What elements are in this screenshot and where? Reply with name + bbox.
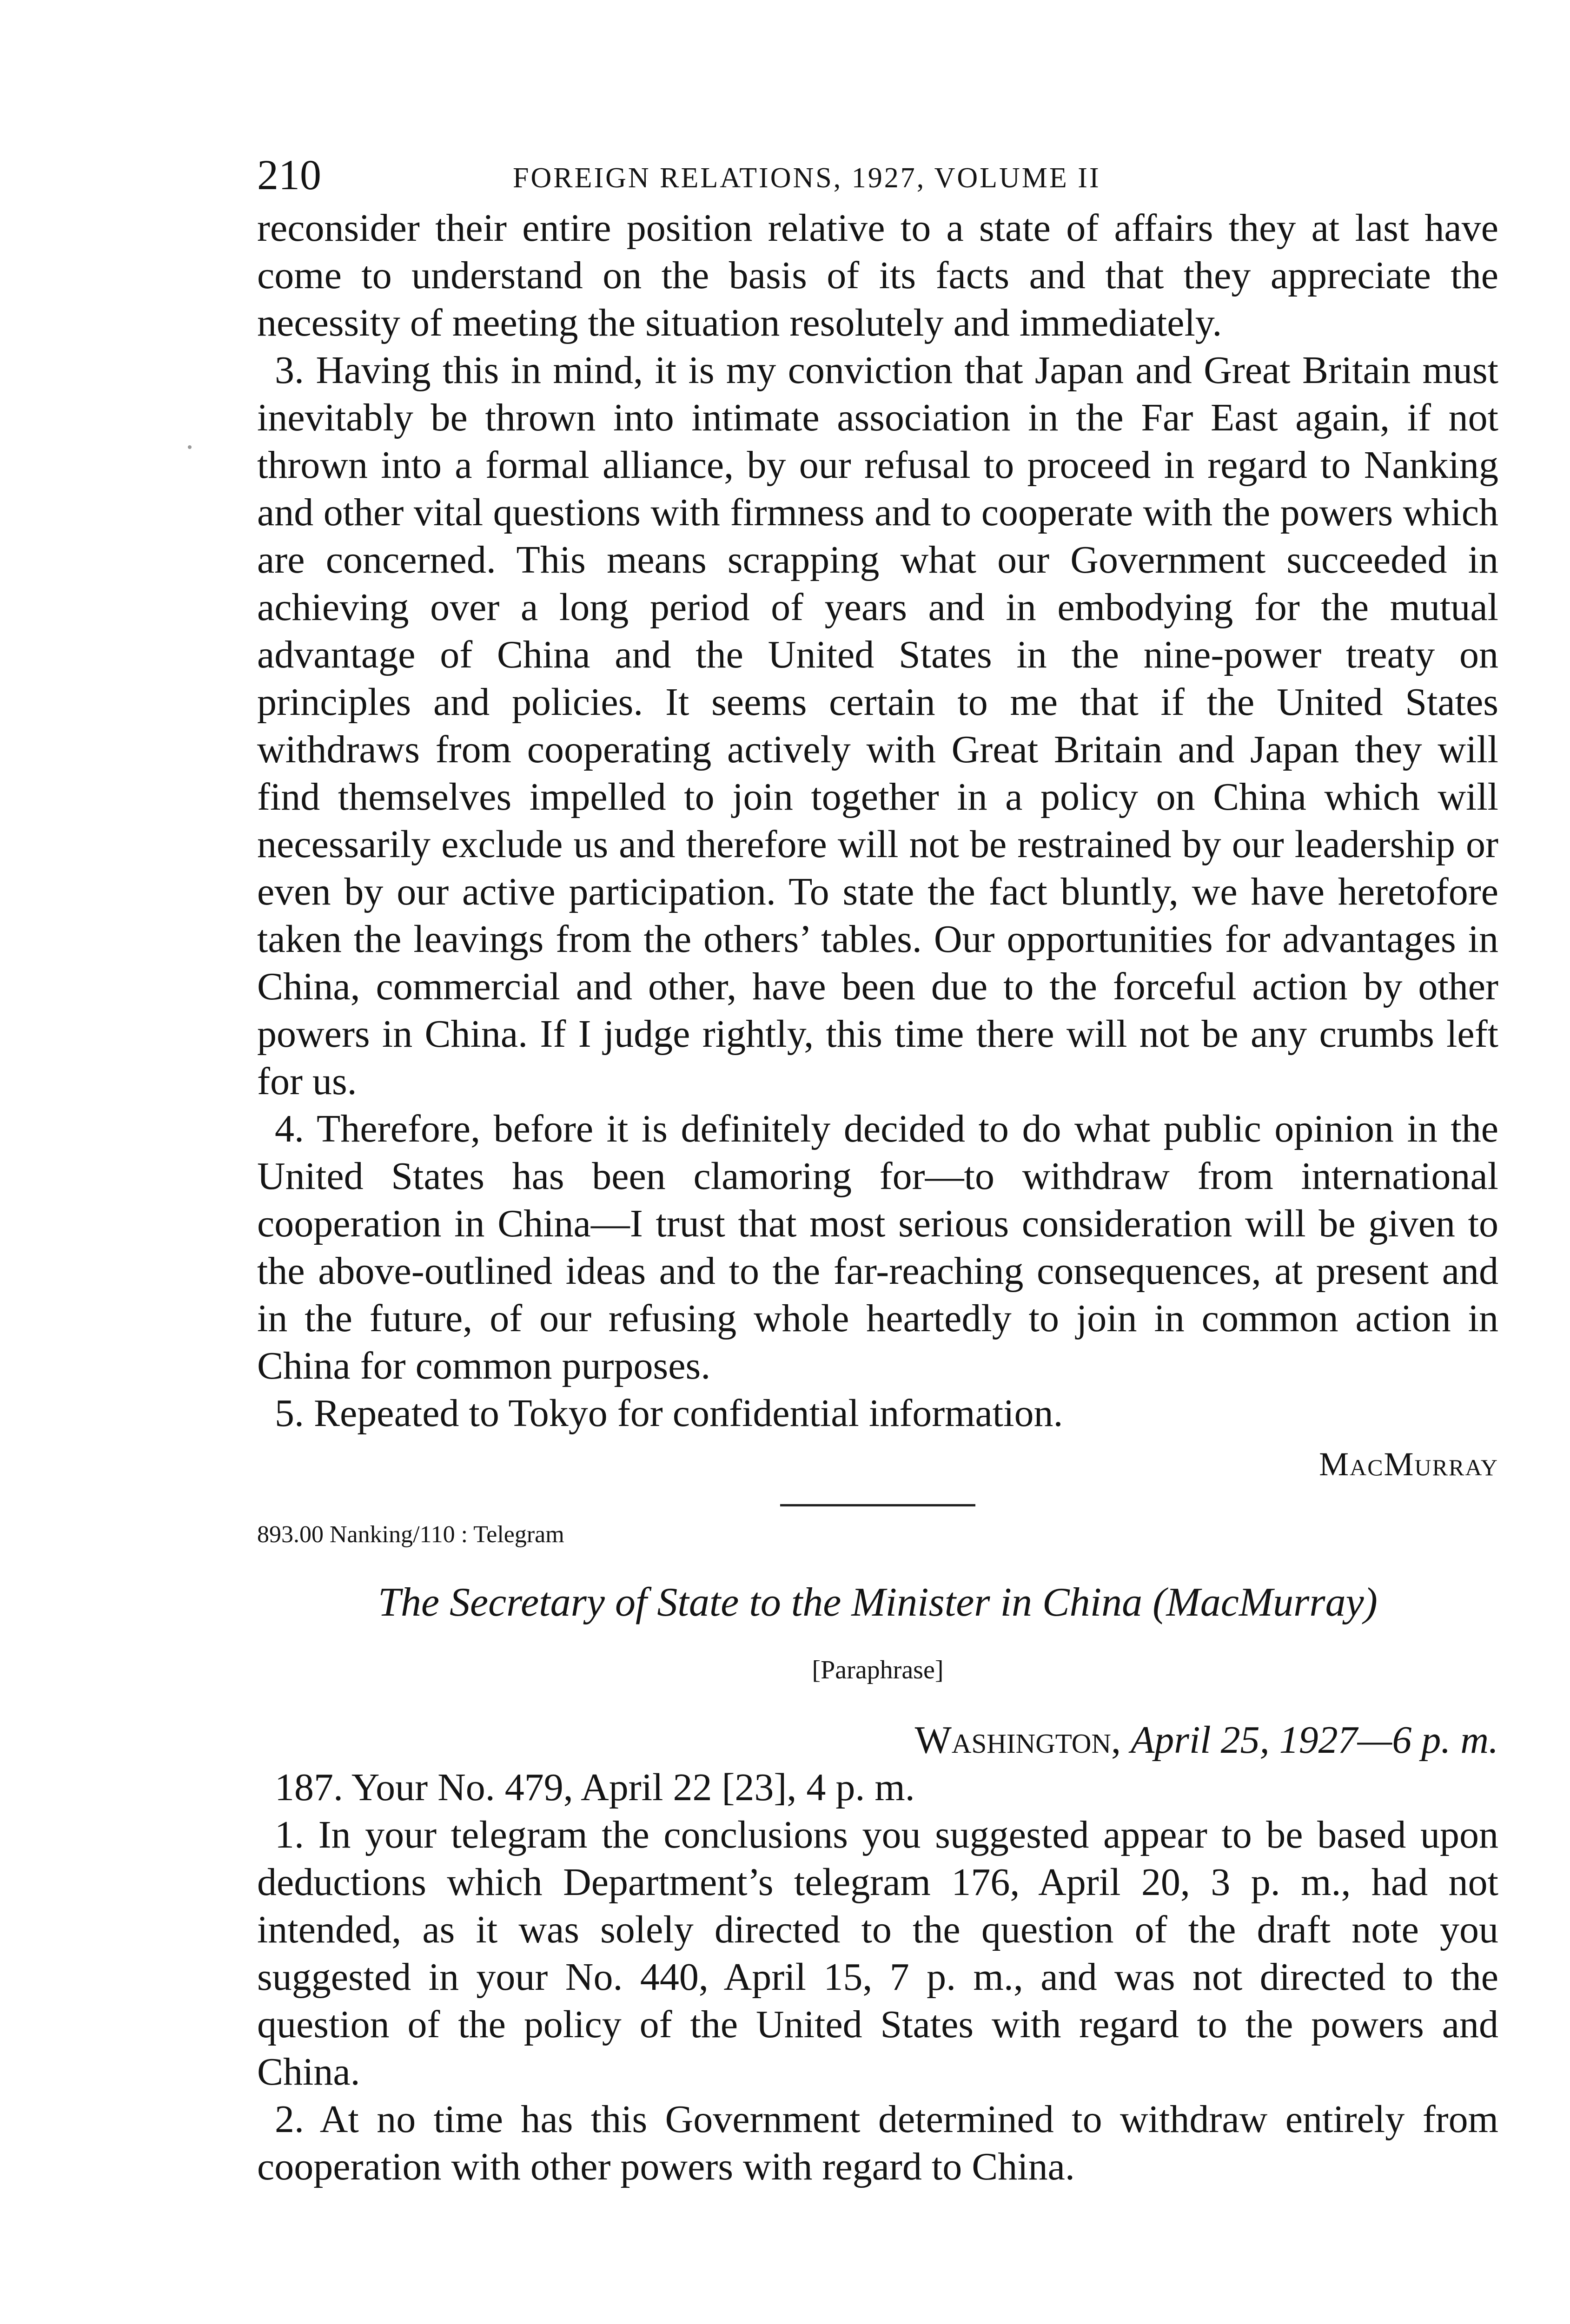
- paragraph-5: 5. Repeated to Tokyo for confidential information.: [275, 1392, 1063, 1435]
- telegram-paragraph-1: 1. In your telegram the conclusions you suggested appear to be based upon deductions which Department’s telegram 176, April 20, 3 p. m., had not intended, as it was solely directed to the question of the draft note you suggested in your No. 440, April 15, 7 p. m., and was not directed to the question of the policy of the United States with regard to the powers and China.: [257, 1813, 1498, 2093]
- dateline: [257, 1717, 1498, 1764]
- signature: MacMurray: [1319, 1446, 1498, 1483]
- document-title: The Secretary of State to the Minister in China (MacMurray): [378, 1580, 1378, 1625]
- paragraph-3: 3. Having this in mind, it is my conviction that Japan and Great Britain must inevitably be thrown into intimate association in the Far East again, if not thrown into a formal alliance, by our refusal to proceed in regard to Nanking and other vital questions with firmness and to cooperate with the powers which are concerned. This means scrapping what our Government succeeded in achieving over a long period of years and in embodying for the mutual advantage of China and the United States in the nine-power treaty on principles and policies. It seems certain to me that if the United States withdraws from cooperating actively with Great Britain and Japan they will find themselves impelled to join together in a policy on China which will necessarily exclude us and therefore will not be restrained by our leadership or even by our active participation. To state the fact bluntly, we have heretofore taken the leavings from the others’ tables. Our opportunities for advantages in China, commercial and other, have been due to the forceful action by other powers in China. If I judge rightly, this time there will not be any crumbs left for us.: [257, 349, 1498, 1103]
- running-head-title: FOREIGN RELATIONS, 1927, VOLUME II: [513, 162, 1101, 194]
- paragraph-4: 4. Therefore, before it is definitely decided to do what public opinion in the United States has been clamoring for—to withdraw from international cooperation in China—I trust that most serious consideration will be given to the above-outlined ideas and to the far-reaching consequences, at present and in the future, of our refusing whole heartedly to join in common action in China for common purposes.: [257, 1107, 1498, 1387]
- document-reference: 893.00 Nanking/110 : Telegram: [257, 1521, 564, 1548]
- paragraph-continuation: reconsider their entire position relative to a state of affairs they at last have come to understand on the basis of its facts and that they appreciate the necessity of meeting the situation resolutely and immediately.: [257, 206, 1498, 344]
- page-number: 210: [257, 151, 321, 198]
- document-page: [257, 153, 1498, 2191]
- dateline-date: April 25, 1927—6 p. m.: [1130, 1718, 1498, 1762]
- stray-mark: [188, 445, 192, 449]
- running-head: [257, 153, 1498, 205]
- telegram-reference: 187. Your No. 479, April 22 [23], 4 p. m.: [275, 1766, 915, 1809]
- paraphrase-label: [Paraphrase]: [812, 1656, 944, 1684]
- telegram-paragraph-2: 2. At no time has this Government determined to withdraw entirely from cooperation with other powers with regard to China.: [257, 2098, 1498, 2188]
- section-divider: [780, 1504, 975, 1506]
- dateline-place: Washington,: [914, 1718, 1121, 1762]
